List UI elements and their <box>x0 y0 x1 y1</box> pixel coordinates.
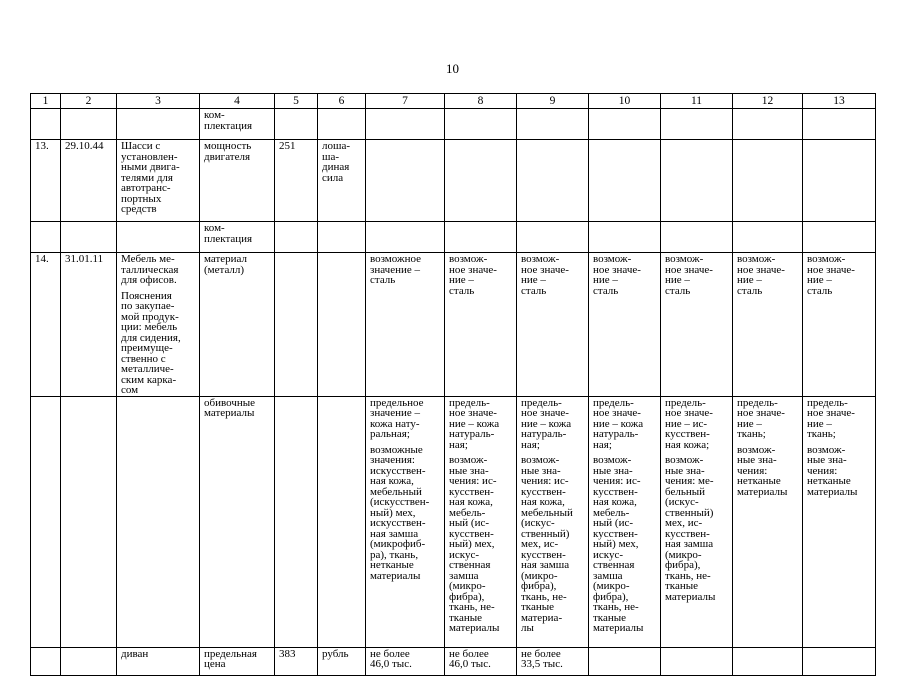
table-cell <box>445 647 517 675</box>
table-row <box>31 140 876 222</box>
table-cell <box>61 396 117 647</box>
table-cell <box>589 396 661 647</box>
table-row <box>31 647 876 675</box>
table-cell <box>661 253 733 397</box>
table-cell <box>589 109 661 140</box>
table-row <box>31 396 876 647</box>
cell-paragraph: возможное значение – сталь <box>370 253 421 286</box>
table-cell <box>117 253 200 397</box>
column-header: 2 <box>61 94 117 109</box>
table-cell <box>733 109 803 140</box>
table-cell <box>61 647 117 675</box>
table-cell <box>803 253 876 397</box>
table-cell <box>117 222 200 253</box>
table-cell: 29.10.44 <box>61 140 117 222</box>
cell-paragraph: возмож- ное значе- ние – сталь <box>593 253 641 297</box>
cell-paragraph: возможные значения: искусствен- ная кожа, мебельный (искусствен- ный) мех, искусствен- ная замша (микрофиб- ра), ткань, нетканые материалы <box>370 443 430 582</box>
cell-paragraph: возмож- ное значе- ние – сталь <box>665 253 713 297</box>
table-cell <box>200 647 275 675</box>
table-cell <box>445 109 517 140</box>
header-row <box>31 94 876 109</box>
table-cell <box>318 647 366 675</box>
table-cell <box>445 396 517 647</box>
table-cell <box>445 222 517 253</box>
table-cell <box>200 140 275 222</box>
column-header: 7 <box>366 94 445 109</box>
table-cell <box>318 109 366 140</box>
table-cell <box>31 109 61 140</box>
table-cell <box>803 109 876 140</box>
table-cell <box>200 253 275 397</box>
cell-paragraph: не более 33,5 тыс. <box>521 647 563 670</box>
table-cell: 251 <box>275 140 318 222</box>
cell-paragraph: диван <box>121 647 149 660</box>
table-cell <box>661 140 733 222</box>
cell-paragraph: предель- ное значе- ние – кожа натураль- ная; <box>593 396 644 451</box>
table-cell <box>803 396 876 647</box>
table-cell <box>366 647 445 675</box>
table-cell <box>117 140 200 222</box>
cell-paragraph: возмож- ное значе- ние – сталь <box>449 253 497 297</box>
table-cell <box>318 396 366 647</box>
table-cell <box>318 222 366 253</box>
table-cell <box>661 222 733 253</box>
column-header: 11 <box>661 94 733 109</box>
table-cell <box>733 396 803 647</box>
table-cell <box>733 222 803 253</box>
table-cell <box>661 396 733 647</box>
table-row <box>31 222 876 253</box>
table-cell <box>733 140 803 222</box>
table-cell <box>517 109 589 140</box>
cell-paragraph: мощность двигателя <box>204 140 252 163</box>
cell-paragraph: возмож- ные зна- чения: нетканые материалы <box>737 443 788 498</box>
cell-paragraph: возмож- ное значе- ние – сталь <box>807 253 855 297</box>
table-cell <box>589 140 661 222</box>
cell-paragraph: возмож- ное значе- ние – сталь <box>737 253 785 297</box>
table-cell <box>318 140 366 222</box>
cell-paragraph: предель- ное значе- ние – кожа натураль- ная; <box>449 396 500 451</box>
table-cell: 13. <box>31 140 61 222</box>
cell-paragraph: лошa- ша- диная сила <box>322 140 351 184</box>
cell-paragraph: материал (металл) <box>204 253 248 276</box>
table-cell <box>117 647 200 675</box>
cell-paragraph: ком- плектация <box>204 109 253 132</box>
cell-paragraph: Пояснения по закупае- мой продук- ции: мебель для сидения, преимуще- ственно с металличе- ским карка- сом <box>121 289 181 396</box>
table-cell <box>200 222 275 253</box>
cell-paragraph: возмож- ные зна- чения: нетканые материалы <box>807 443 858 498</box>
table-cell <box>366 396 445 647</box>
table-cell <box>31 222 61 253</box>
column-header: 3 <box>117 94 200 109</box>
table-cell <box>61 222 117 253</box>
column-header: 6 <box>318 94 366 109</box>
table-cell <box>366 140 445 222</box>
table-cell <box>589 253 661 397</box>
table-cell <box>275 222 318 253</box>
cell-paragraph: не более 46,0 тыс. <box>449 647 491 670</box>
table-cell <box>803 647 876 675</box>
table-cell <box>366 253 445 397</box>
cell-paragraph: обивочные материалы <box>204 396 256 419</box>
cell-paragraph: возмож- ные зна- чения: ме- бельный (искус- ственный) мех, ис- кусствен- ная замша (микро- фибра), ткань, не- тканые материалы <box>665 454 716 603</box>
cell-paragraph: возмож- ное значе- ние – сталь <box>521 253 569 297</box>
table-cell <box>661 109 733 140</box>
table-cell <box>200 396 275 647</box>
table-cell <box>275 253 318 397</box>
cell-paragraph: Шасси с установлен- ными двига- телями для автотранс- портных средств <box>121 140 180 215</box>
table-cell <box>275 109 318 140</box>
table-cell <box>117 396 200 647</box>
table-cell <box>275 396 318 647</box>
table-cell <box>445 140 517 222</box>
table-cell <box>61 109 117 140</box>
table-cell <box>31 647 61 675</box>
table-cell <box>31 396 61 647</box>
column-header: 4 <box>200 94 275 109</box>
cell-paragraph: ком- плектация <box>204 222 253 245</box>
table-cell <box>117 109 200 140</box>
table-cell <box>318 253 366 397</box>
table-row <box>31 109 876 140</box>
table-cell <box>200 109 275 140</box>
column-header: 9 <box>517 94 589 109</box>
table-cell: 14. <box>31 253 61 397</box>
cell-paragraph: возмож- ные зна- чения: ис- кусствен- ная кожа, мебель- ный (ис- кусствен- ный) мех, искус- ственная замша (микро- фибра), ткань, не- тканые материалы <box>449 454 500 634</box>
table-cell <box>803 222 876 253</box>
cell-paragraph: предель- ное значе- ние – ткань; <box>807 396 855 440</box>
cell-paragraph: возмож- ные зна- чения: ис- кусствен- ная кожа, мебельный (искус- ственный) мех, ис- кусствен- ная замша (микро- фибра), ткань, не- тканые материа- лы <box>521 454 573 634</box>
table-cell <box>803 140 876 222</box>
column-header: 1 <box>31 94 61 109</box>
table-cell <box>517 647 589 675</box>
column-header: 10 <box>589 94 661 109</box>
page-number: 10 <box>446 61 459 76</box>
cell-paragraph: предель- ное значе- ние – ис- кусствен- ная кожа; <box>665 396 713 451</box>
column-header: 8 <box>445 94 517 109</box>
table-cell <box>589 222 661 253</box>
table-cell <box>517 222 589 253</box>
cell-paragraph: Мебель ме- таллическая для офисов. <box>121 253 179 286</box>
column-header: 13 <box>803 94 876 109</box>
table-cell <box>366 222 445 253</box>
cell-paragraph: предель- ное значе- ние – ткань; <box>737 396 785 440</box>
cell-paragraph: предельное значение – кожа нату- ральная; <box>370 396 424 440</box>
table-cell <box>445 253 517 397</box>
table-cell <box>366 109 445 140</box>
catalog-table <box>30 93 876 676</box>
column-header: 5 <box>275 94 318 109</box>
table-cell <box>517 396 589 647</box>
table-cell <box>661 647 733 675</box>
table-cell <box>517 140 589 222</box>
cell-paragraph: не более 46,0 тыс. <box>370 647 412 670</box>
table-cell: 383 <box>275 647 318 675</box>
cell-paragraph: возмож- ные зна- чения: ис- кусствен- ная кожа, мебель- ный (ис- кусствен- ный) мех, искус- ственная замша (микро- фибра), ткань, не- тканые материалы <box>593 454 644 634</box>
cell-paragraph: предельная цена <box>204 647 257 670</box>
column-header: 12 <box>733 94 803 109</box>
table-cell <box>733 253 803 397</box>
table-cell <box>589 647 661 675</box>
table-row <box>31 253 876 397</box>
table-cell: 31.01.11 <box>61 253 117 397</box>
cell-paragraph: предель- ное значе- ние – кожа натураль- ная; <box>521 396 572 451</box>
table-cell <box>517 253 589 397</box>
cell-paragraph: рубль <box>322 647 349 660</box>
table-cell <box>733 647 803 675</box>
